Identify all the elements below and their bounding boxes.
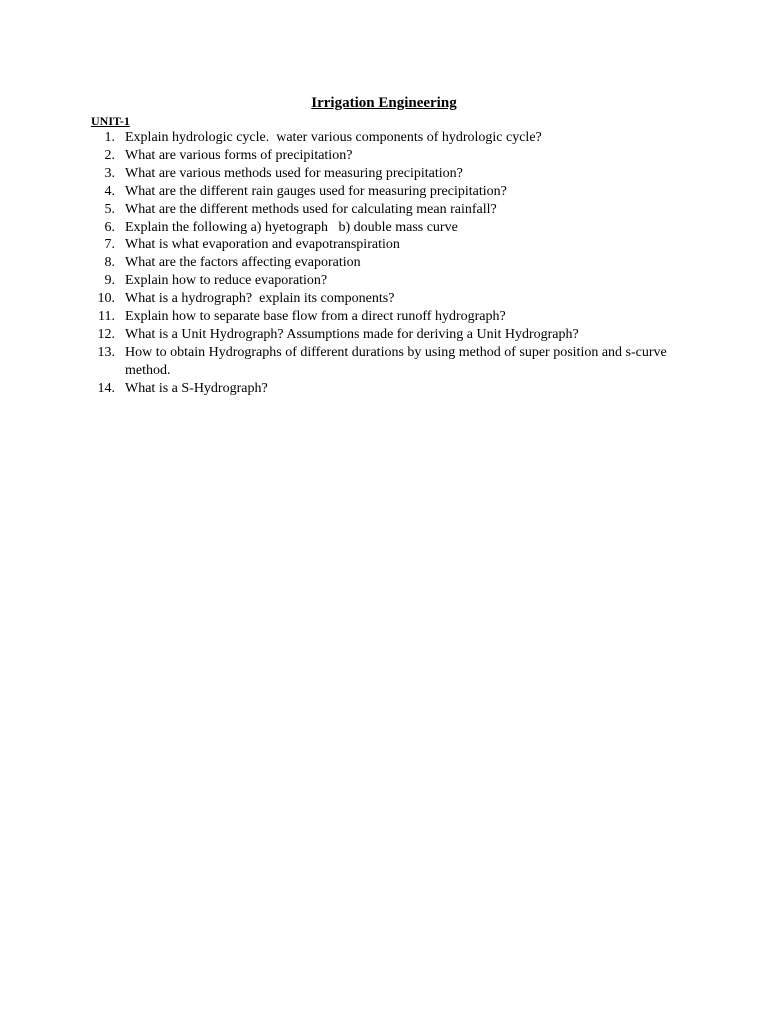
question-item <box>0 344 768 380</box>
question-text: What is what evaporation and evapotranspiration <box>125 237 400 253</box>
question-text: What is a hydrograph? explain its components? <box>125 291 395 307</box>
question-text: Explain how to reduce evaporation? <box>125 273 328 289</box>
question-item <box>0 326 768 344</box>
question-item <box>0 290 768 308</box>
question-item <box>0 183 768 201</box>
question-number: 4. <box>104 183 115 199</box>
question-number: 13. <box>97 344 115 360</box>
question-number: 2. <box>104 147 115 163</box>
question-text: What are the different methods used for calculating mean rainfall? <box>125 201 497 217</box>
question-text: How to obtain Hydrographs of different durations by using method of super position and s-curve method. <box>125 344 671 378</box>
question-text: Explain the following a) hyetograph b) double mass curve <box>125 219 458 235</box>
question-item <box>0 165 768 183</box>
question-item <box>0 272 768 290</box>
question-item <box>0 254 768 272</box>
question-item <box>0 201 768 219</box>
question-text: Explain hydrologic cycle. water various components of hydrologic cycle? <box>125 130 542 145</box>
question-number: 1. <box>104 130 115 145</box>
question-item <box>0 308 768 326</box>
question-item <box>0 236 768 254</box>
question-item <box>0 147 768 165</box>
question-text: What is a S-Hydrograph? <box>125 380 268 396</box>
question-number: 3. <box>104 165 115 181</box>
question-number: 7. <box>104 237 115 253</box>
question-number: 5. <box>104 201 115 217</box>
question-number: 11. <box>98 309 115 325</box>
question-item <box>0 380 768 398</box>
question-number: 9. <box>104 273 115 289</box>
question-number: 6. <box>104 219 115 235</box>
question-number: 12. <box>97 326 115 342</box>
question-item <box>0 219 768 237</box>
question-number: 8. <box>104 255 115 271</box>
question-text: What are various forms of precipitation? <box>125 147 353 163</box>
question-text: What are the factors affecting evaporation <box>125 255 361 271</box>
question-number: 10. <box>97 291 115 307</box>
unit-heading: UNIT-1 <box>91 114 130 128</box>
question-text: What are the different rain gauges used for measuring precipitation? <box>125 183 507 199</box>
question-text: What are various methods used for measuring precipitation? <box>125 165 463 181</box>
question-text: What is a Unit Hydrograph? Assumptions made for deriving a Unit Hydrograph? <box>125 326 579 342</box>
document-title: Irrigation Engineering <box>311 95 457 111</box>
question-list <box>0 129 768 398</box>
question-text: Explain how to separate base flow from a direct runoff hydrograph? <box>125 309 506 325</box>
question-item <box>0 129 768 147</box>
question-number: 14. <box>97 380 115 396</box>
